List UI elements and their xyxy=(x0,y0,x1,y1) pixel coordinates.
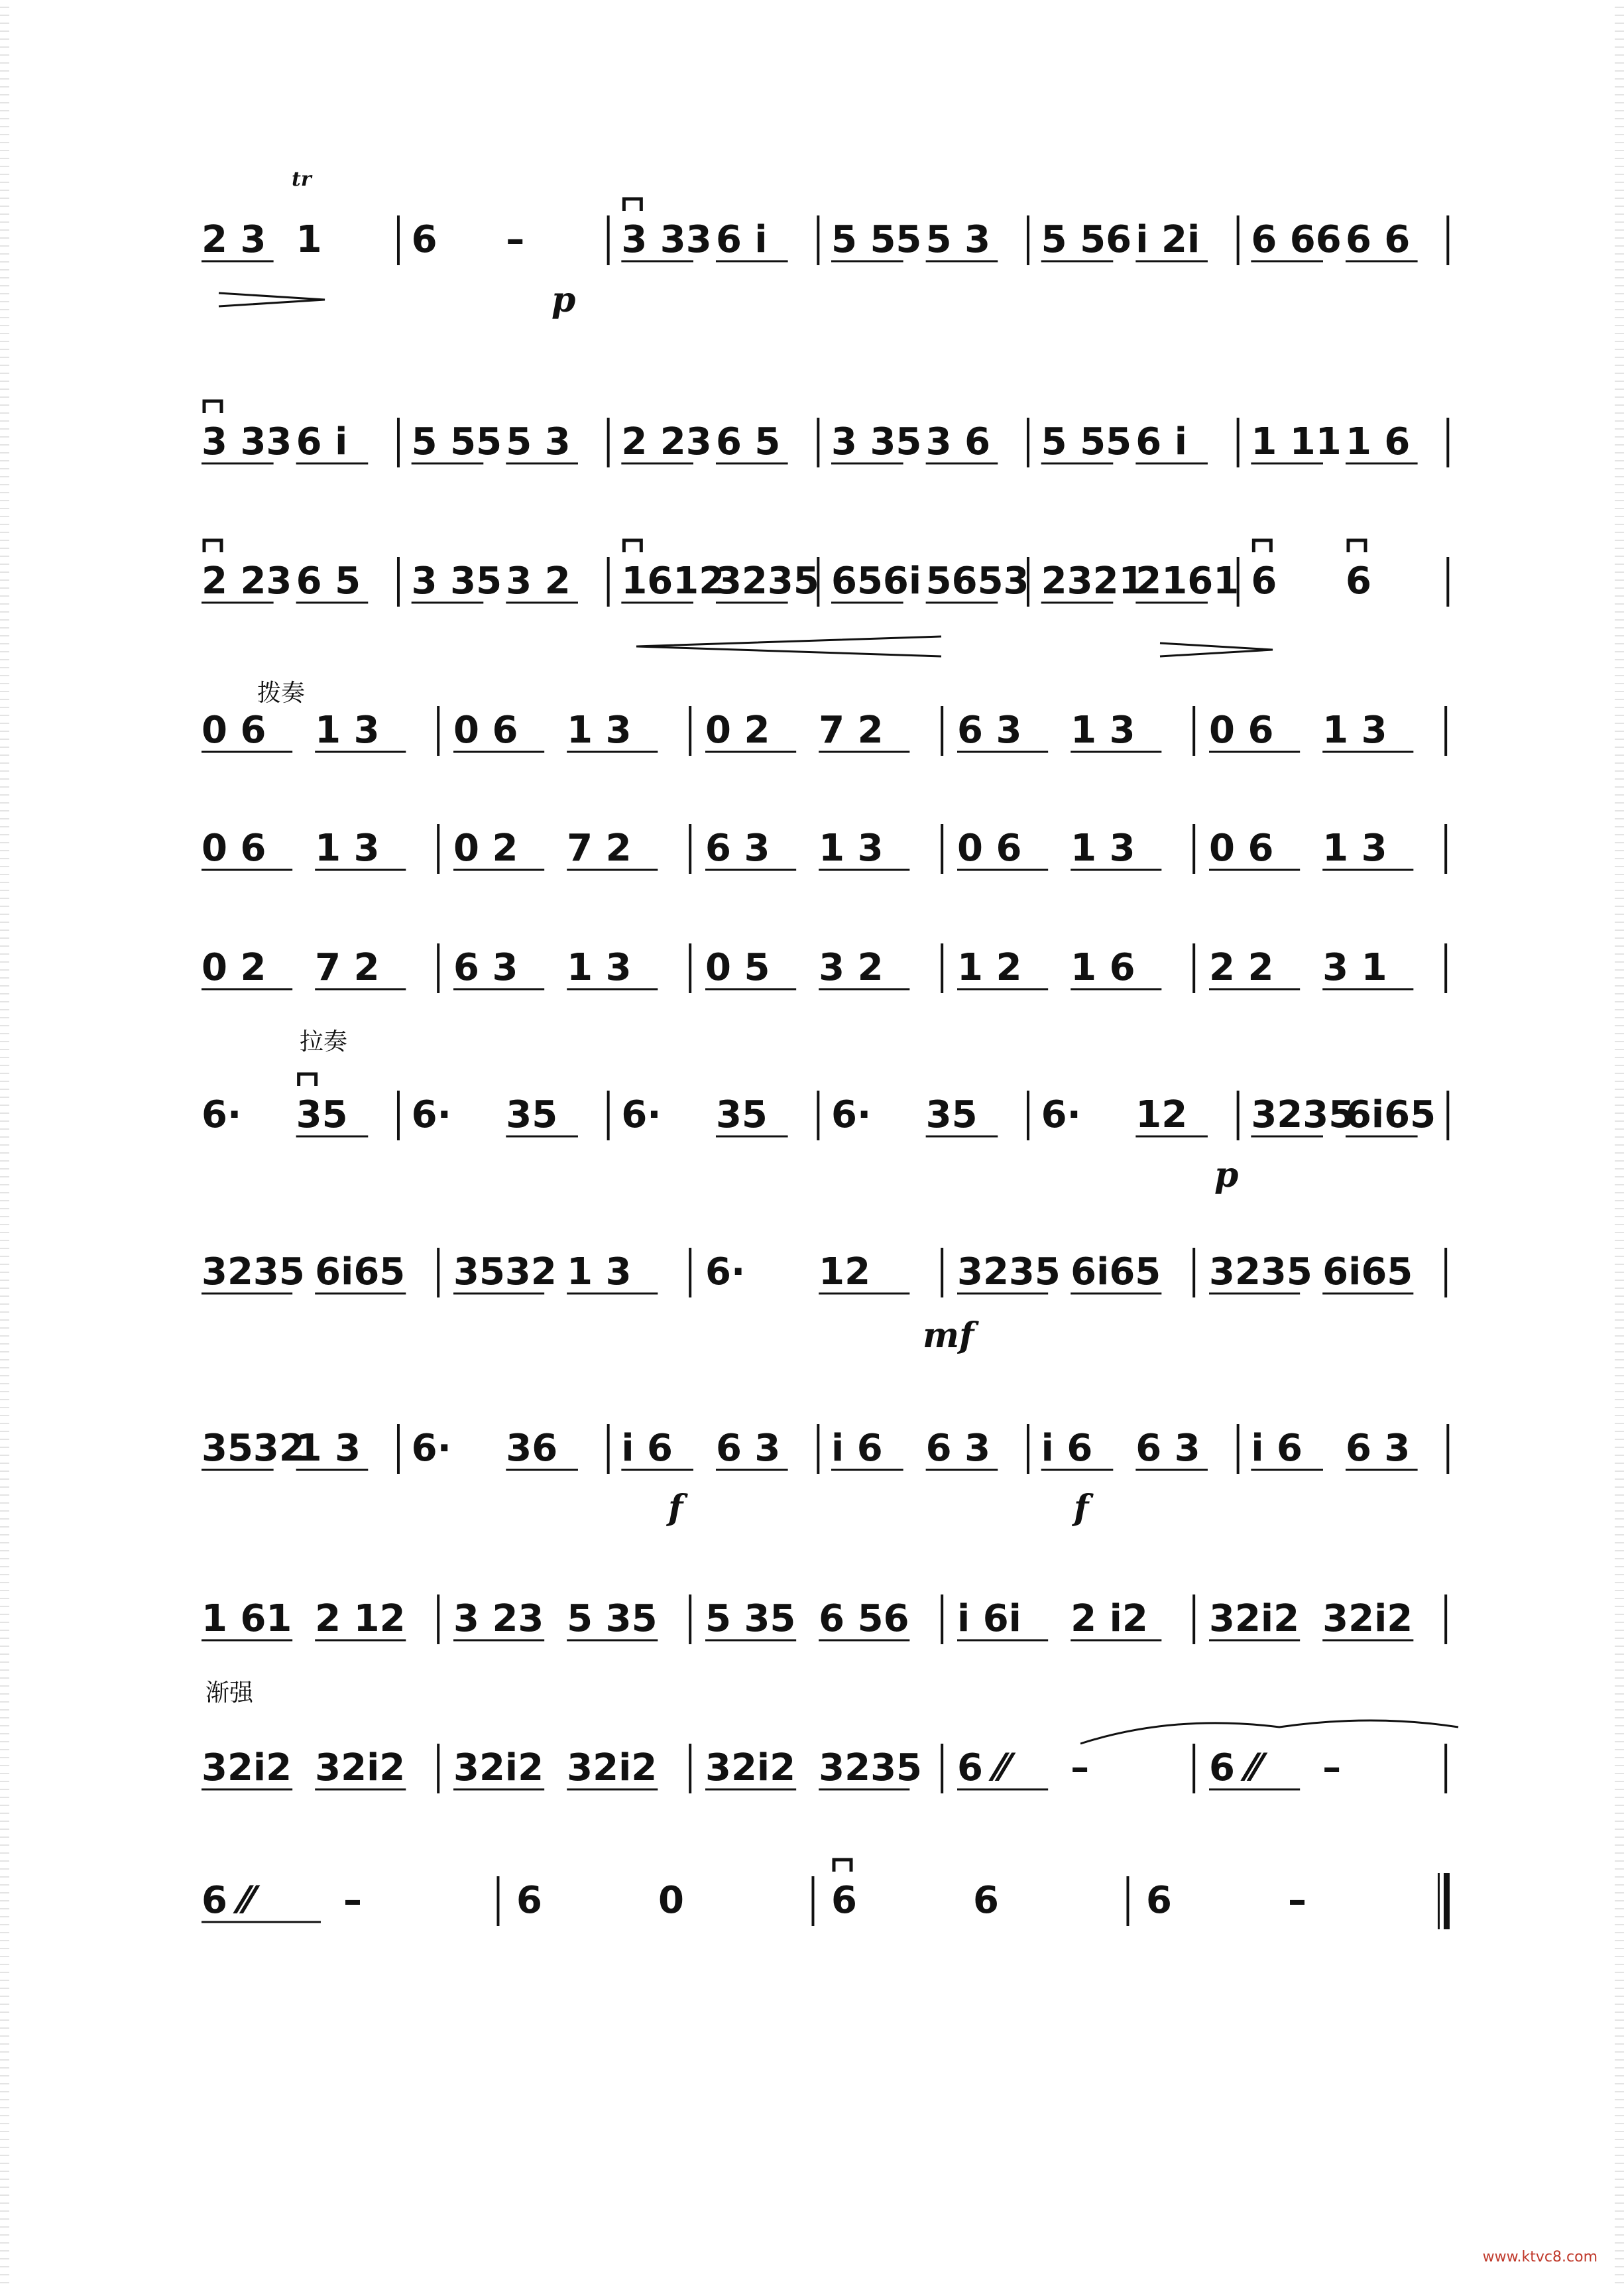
note-group: 3 2 xyxy=(819,946,884,989)
note-group: 1 3 xyxy=(567,709,632,752)
crescendo-hairpin xyxy=(636,636,941,656)
note-group: 3235 xyxy=(202,1250,305,1293)
note-group: 6 3 xyxy=(715,1427,781,1470)
note-group: 5 55 xyxy=(411,420,502,463)
note-group: 6i65 xyxy=(315,1250,406,1293)
note-group: i 6 xyxy=(621,1427,673,1470)
note-group: 6 6 xyxy=(1345,218,1411,261)
note-group: 3532 xyxy=(202,1427,305,1470)
note-group: 6 xyxy=(411,218,437,261)
watermark-suffix: .com xyxy=(1562,2249,1597,2265)
note-group: 3235 xyxy=(819,1746,923,1789)
watermark-prefix: www. xyxy=(1482,2249,1522,2265)
note-group: 6 ⁄⁄ xyxy=(957,1746,1009,1789)
note-group: 3 23 xyxy=(453,1597,544,1640)
note-group: 1 3 xyxy=(315,709,380,752)
note-group: 32i2 xyxy=(315,1746,406,1789)
down-bow-icon xyxy=(1253,540,1271,552)
note-group: 2 23 xyxy=(202,560,292,603)
note-group: 3 33 xyxy=(202,420,292,463)
note-group: 3235 xyxy=(1251,1093,1355,1136)
note-group: – xyxy=(1287,1879,1306,1922)
note-group: 6 3 xyxy=(705,827,770,870)
note-group: 2 3 xyxy=(202,218,266,261)
note-group: 32i2 xyxy=(1209,1597,1300,1640)
note-group: 3 33 xyxy=(621,218,712,261)
note-group: 1 3 xyxy=(1071,827,1135,870)
note-group: 2 12 xyxy=(315,1597,406,1640)
note-group: 0 2 xyxy=(202,946,266,989)
note-group: 6i65 xyxy=(1322,1250,1413,1293)
note-group: 6 3 xyxy=(453,946,518,989)
note-group: 1 3 xyxy=(819,827,884,870)
note-group: 0 6 xyxy=(453,709,518,752)
down-bow-icon xyxy=(624,199,641,211)
note-group: 6 3 xyxy=(1135,1427,1200,1470)
note-group: 1 3 xyxy=(1322,827,1387,870)
note-group: 1 11 xyxy=(1251,420,1342,463)
decrescendo-hairpin xyxy=(219,293,325,306)
note-group: 6 i xyxy=(1135,420,1187,463)
note-group: 35 xyxy=(506,1093,558,1136)
note-group: 0 xyxy=(658,1879,684,1922)
note-group: 2161 xyxy=(1135,560,1240,603)
note-group: 3 6 xyxy=(925,420,991,463)
note-group: i 2i xyxy=(1135,218,1200,261)
note-group: 32i2 xyxy=(453,1746,544,1789)
note-group: 5653 xyxy=(925,560,1029,603)
note-group: 2 23 xyxy=(621,420,712,463)
note-group: i 6 xyxy=(1251,1427,1303,1470)
arco-label: 拉奏 xyxy=(300,1028,348,1055)
note-group: 3 1 xyxy=(1322,946,1387,989)
note-group: 6 ⁄⁄ xyxy=(202,1879,253,1922)
note-group: 32i2 xyxy=(202,1746,292,1789)
note-group: 5 3 xyxy=(506,420,571,463)
note-group: 6 xyxy=(516,1879,542,1922)
note-group: 6 5 xyxy=(296,560,361,603)
dynamic-mf: mf xyxy=(923,1315,974,1356)
note-group: 3235 xyxy=(1209,1250,1312,1293)
note-group: 1 3 xyxy=(1071,709,1135,752)
note-group: 3 2 xyxy=(506,560,571,603)
note-group: 6 xyxy=(972,1879,999,1922)
note-group: 12 xyxy=(819,1250,871,1293)
note-group: 6i65 xyxy=(1071,1250,1161,1293)
note-group: 2 2 xyxy=(1209,946,1274,989)
note-group: – xyxy=(343,1879,362,1922)
note-group: 6· xyxy=(831,1093,872,1136)
dynamic-f: f xyxy=(1074,1488,1089,1528)
note-group: 6· xyxy=(1041,1093,1081,1136)
dynamic-p: p xyxy=(551,280,576,320)
note-group: 0 2 xyxy=(705,709,770,752)
dynamic-p: p xyxy=(1214,1155,1239,1195)
note-group: 35 xyxy=(715,1093,768,1136)
note-group: 3532 xyxy=(453,1250,557,1293)
note-group: 6· xyxy=(621,1093,662,1136)
down-bow-icon xyxy=(204,401,221,413)
note-group: 6 xyxy=(1251,560,1277,603)
note-group: 0 2 xyxy=(453,827,518,870)
note-group: 2321 xyxy=(1041,560,1145,603)
note-group: 6· xyxy=(411,1093,451,1136)
down-bow-icon xyxy=(204,540,221,552)
note-group: 32i2 xyxy=(1322,1597,1413,1640)
note-group: 6· xyxy=(411,1427,451,1470)
note-group: 6 i xyxy=(296,420,348,463)
down-bow-icon xyxy=(834,1860,851,1872)
note-group: 35 xyxy=(296,1093,348,1136)
note-group: 1 6 xyxy=(1071,946,1135,989)
down-bow-icon xyxy=(1348,540,1365,552)
note-group: 5 3 xyxy=(925,218,991,261)
note-group: 7 2 xyxy=(567,827,632,870)
note-group: i 6i xyxy=(957,1597,1021,1640)
note-group: 6 3 xyxy=(925,1427,991,1470)
note-group: 0 6 xyxy=(957,827,1022,870)
note-group: 6i65 xyxy=(1345,1093,1436,1136)
note-group: 12 xyxy=(1135,1093,1188,1136)
note-group: 3 35 xyxy=(831,420,922,463)
note-group: 32i2 xyxy=(567,1746,658,1789)
note-group: 0 6 xyxy=(1209,709,1274,752)
note-group: 6 xyxy=(1345,560,1371,603)
note-group: – xyxy=(1322,1746,1342,1789)
note-group: 3235 xyxy=(715,560,819,603)
note-group: 1 61 xyxy=(202,1597,292,1640)
trill-mark: tr xyxy=(292,168,312,191)
note-group: 5 35 xyxy=(705,1597,796,1640)
note-group: 6 56 xyxy=(819,1597,909,1640)
dynamic-f: f xyxy=(668,1488,683,1528)
note-group: 6 i xyxy=(715,218,768,261)
note-group: 6· xyxy=(705,1250,746,1293)
note-group: 5 55 xyxy=(831,218,922,261)
note-group: 6 5 xyxy=(715,420,781,463)
note-group: 2 i2 xyxy=(1071,1597,1148,1640)
note-group: 1612 xyxy=(621,560,725,603)
down-bow-icon xyxy=(299,1074,316,1086)
note-group: 32i2 xyxy=(705,1746,796,1789)
note-group: 7 2 xyxy=(315,946,380,989)
decrescendo-hairpin xyxy=(1160,643,1273,656)
note-group: 656i xyxy=(831,560,922,603)
note-group: 35 xyxy=(925,1093,978,1136)
note-group: 6 66 xyxy=(1251,218,1342,261)
note-group: 1 3 xyxy=(567,946,632,989)
note-group: 6 ⁄⁄ xyxy=(1209,1746,1261,1789)
watermark-brand: ktvc8 xyxy=(1521,2249,1562,2265)
note-group: i 6 xyxy=(831,1427,883,1470)
note-group: – xyxy=(506,218,525,261)
note-group: 6 3 xyxy=(1345,1427,1411,1470)
note-group: 0 6 xyxy=(202,709,266,752)
note-group: 1 xyxy=(296,218,322,261)
note-group: 1 3 xyxy=(315,827,380,870)
note-group: 1 3 xyxy=(567,1250,632,1293)
note-group: 0 6 xyxy=(202,827,266,870)
tie-arc xyxy=(1080,1720,1458,1744)
note-group: 36 xyxy=(506,1427,558,1470)
note-group: 6 xyxy=(831,1879,857,1922)
note-group: 0 5 xyxy=(705,946,770,989)
note-group: 1 6 xyxy=(1345,420,1411,463)
crescendo-label: 渐强 xyxy=(205,1679,254,1707)
note-group: 1 2 xyxy=(957,946,1022,989)
pizzicato-label: 拨奏 xyxy=(257,680,306,707)
note-group: – xyxy=(1071,1746,1090,1789)
note-group: i 6 xyxy=(1041,1427,1093,1470)
note-group: 5 56 xyxy=(1041,218,1132,261)
site-watermark xyxy=(1483,2249,1597,2265)
down-bow-icon xyxy=(624,540,641,552)
note-group: 1 3 xyxy=(296,1427,361,1470)
note-group: 6 3 xyxy=(957,709,1022,752)
note-group: 1 3 xyxy=(1322,709,1387,752)
note-group: 7 2 xyxy=(819,709,884,752)
note-group: 5 35 xyxy=(567,1597,658,1640)
note-group: 6 xyxy=(1146,1879,1172,1922)
note-group: 3235 xyxy=(957,1250,1061,1293)
note-group: 3 35 xyxy=(411,560,502,603)
note-group: 6· xyxy=(202,1093,242,1136)
note-group: 5 55 xyxy=(1041,420,1132,463)
note-group: 0 6 xyxy=(1209,827,1274,870)
